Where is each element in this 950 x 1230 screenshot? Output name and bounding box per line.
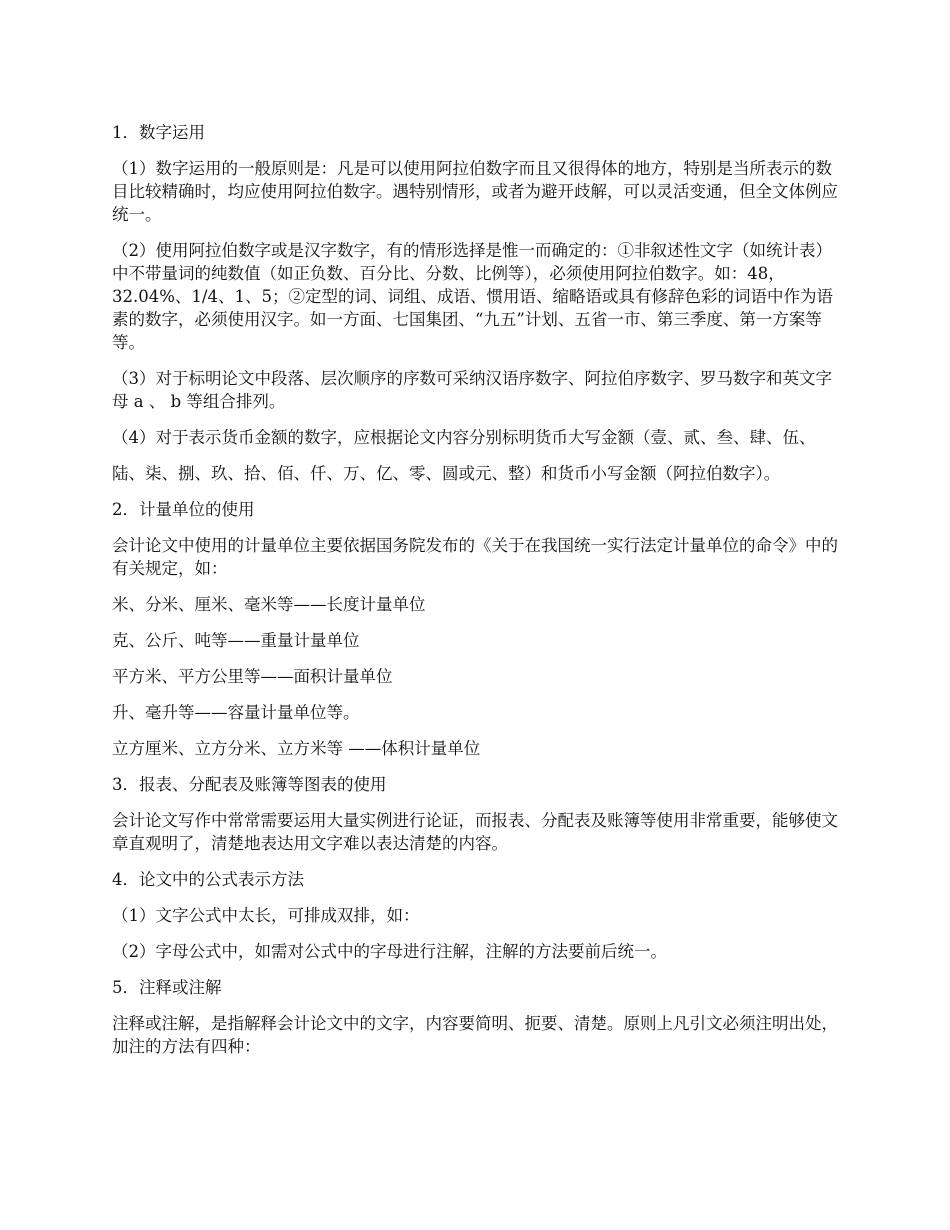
paragraph: （4）对于表示货币金额的数字，应根据论文内容分别标明货币大写金额（壹、贰、叁、肆、伍、 bbox=[112, 428, 816, 447]
document-body bbox=[112, 121, 844, 1071]
unit-line: 米、分米、厘米、毫米等——长度计量单位 bbox=[112, 595, 426, 614]
section-heading-5: 5．注释或注解 bbox=[112, 978, 222, 997]
paragraph: 陆、柒、捌、玖、拾、佰、仟、万、亿、零、圆或元、整）和货币小写金额（阿拉伯数字）。 bbox=[112, 464, 781, 483]
unit-line: 升、毫升等——容量计量单位等。 bbox=[112, 703, 360, 722]
unit-line: 立方厘米、立方分米、立方米等 ——体积计量单位 bbox=[112, 739, 481, 758]
paragraph: （1）数字运用的一般原则是：凡是可以使用阿拉伯数字而且又很得体的地方，特别是当所表示的数目比较精确时，均应使用阿拉伯数字。遇特别情形，或者为避开歧解，可以灵活变通，但全文体例应统一。 bbox=[112, 159, 838, 224]
unit-line: 平方米、平方公里等——面积计量单位 bbox=[112, 667, 393, 686]
section-heading-1: 1．数字运用 bbox=[112, 123, 205, 142]
paragraph: 会计论文中使用的计量单位主要依据国务院发布的《关于在我国统一实行法定计量单位的命令》中的有关规定，如： bbox=[112, 536, 838, 578]
paragraph: 会计论文写作中常常需要运用大量实例进行论证，而报表、分配表及账簿等使用非常重要，能够使文章直观明了，清楚地表达用文字难以表达清楚的内容。 bbox=[112, 811, 838, 853]
unit-line: 克、公斤、吨等——重量计量单位 bbox=[112, 631, 360, 650]
paragraph: （2）字母公式中，如需对公式中的字母进行注解，注解的方法要前后统一。 bbox=[112, 942, 667, 961]
paragraph: （1）文字公式中太长，可排成双排，如： bbox=[112, 906, 420, 925]
paragraph: （2）使用阿拉伯数字或是汉字数字，有的情形选择是惟一而确定的：①非叙述性文字（如统计表）中不带量词的纯数值（如正负数、百分比、分数、比例等），必须使用阿拉伯数字。如：48，32.04%、1/4、1、5；②定型的词、词组、成语、惯用语、缩略语或具有修辞色彩的词语中作为语素的数字，必须使用汉字。如一方面、七国集团、“九五”计划、五省一市、第三季度、第一方案等等。 bbox=[112, 241, 833, 352]
paragraph: （3）对于标明论文中段落、层次顺序的序数可采纳汉语序数字、阿拉伯序数字、罗马数字和英文字母 a 、 b 等组合排列。 bbox=[112, 369, 832, 411]
section-heading-2: 2．计量单位的使用 bbox=[112, 500, 255, 519]
section-heading-4: 4．论文中的公式表示方法 bbox=[112, 870, 304, 889]
paragraph: 注释或注解，是指解释会计论文中的文字，内容要简明、扼要、清楚。原则上凡引文必须注明出处，加注的方法有四种： bbox=[112, 1014, 838, 1056]
section-heading-3: 3．报表、分配表及账簿等图表的使用 bbox=[112, 775, 387, 794]
